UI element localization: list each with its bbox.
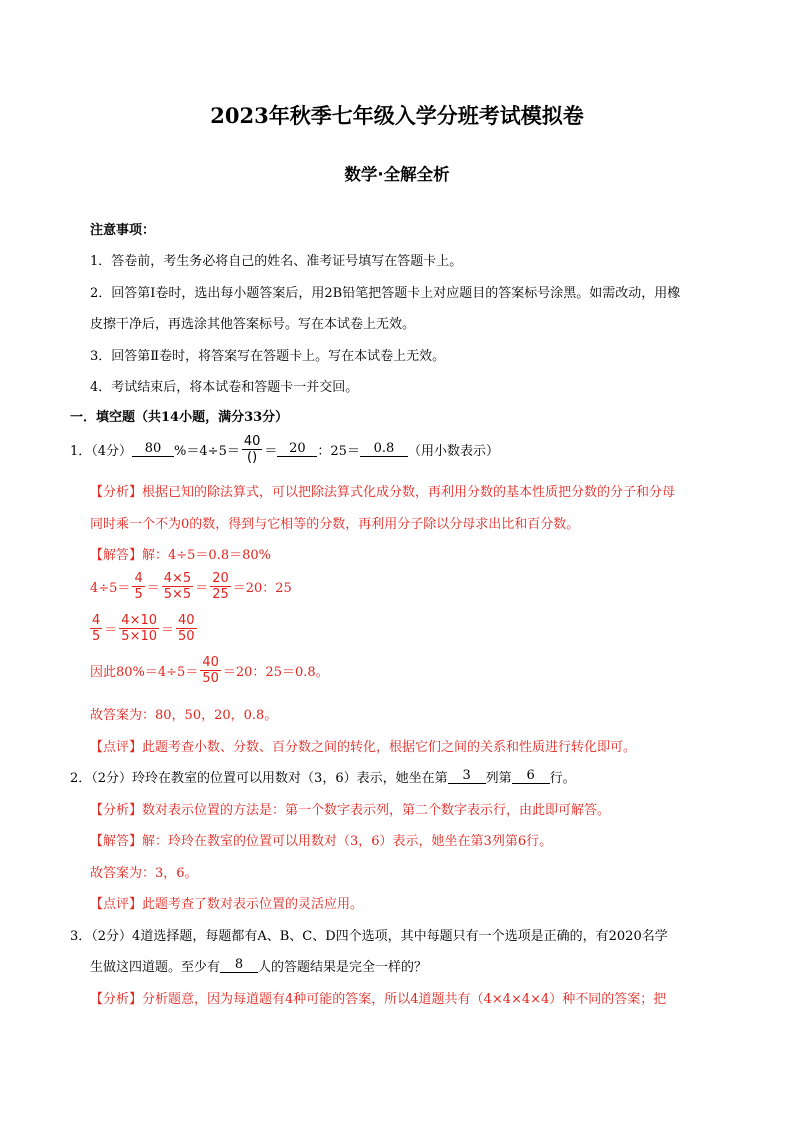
q3-text: 生做这四道题。至少有: [90, 960, 221, 975]
q3-text: 人的答题结果是完全一样的？: [258, 960, 428, 975]
fraction: [119, 613, 159, 644]
q1-analysis: 同时乘一个不为0的数，得到与它相等的分数，再利用分子除以分母求出比和百分数。: [90, 517, 580, 532]
notice-heading: 注意事项：: [90, 223, 156, 238]
q1-answer-blank: 0.8: [360, 442, 408, 457]
q2-text: 2．（2分）玲玲在教室的位置可以用数对（3，6）表示，她坐在第: [70, 771, 448, 786]
fraction: [132, 571, 144, 602]
fraction-numerator: 40: [243, 434, 261, 449]
fraction-denominator: 5×10: [121, 629, 158, 644]
question-2: [70, 767, 576, 786]
fraction-numerator: 40: [178, 613, 195, 628]
step-text: 因此80%＝4÷5＝: [90, 665, 199, 680]
page-subtitle: 数学·全解全析: [344, 165, 450, 184]
fraction-denominator: 5: [92, 629, 101, 644]
fraction-numerator: 20: [212, 571, 229, 586]
q1-text: %＝4÷5＝: [174, 444, 240, 459]
q1-text: ＝: [264, 444, 278, 459]
question-3: 3．（2分）4道选择题，每题都有A、B、C、D四个选项，其中每题只有一个选项是正确的，有2020名学: [70, 929, 668, 944]
q1-solution-step: [88, 613, 199, 644]
fraction-denominator: 5×5: [163, 587, 192, 602]
notice-item: 1．答卷前，考生务必将自己的姓名、准考证号填写在答题卡上。: [90, 254, 463, 269]
fraction: [176, 613, 197, 644]
step-text: ＝: [161, 623, 175, 638]
q2-text: 行。: [549, 771, 576, 786]
fraction: [162, 571, 193, 602]
q3-answer-blank: 8: [220, 958, 258, 973]
page-title: 2023年秋季七年级入学分班考试模拟卷: [210, 103, 584, 128]
q2-text: 列第: [485, 771, 512, 786]
notice-item: 皮擦干净后，再选涂其他答案标号。写在本试卷上无效。: [90, 317, 416, 332]
step-text: ＝20：25＝0.8。: [222, 665, 329, 680]
fraction-numerator: 4: [92, 613, 101, 628]
notice-item: 4．考试结束后，将本试卷和答题卡一并交回。: [90, 380, 359, 395]
q1-answer-blank: 80: [132, 442, 174, 457]
q1-answer: 故答案为：80，50，20，0.8。: [90, 708, 278, 723]
q2-analysis: 【分析】数对表示位置的方法是：第一个数字表示列，第二个数字表示行，由此即可解答。: [90, 803, 611, 818]
fraction-numerator: 4: [134, 571, 143, 586]
question-3-line2: [90, 956, 427, 975]
q1-prefix: 1．（4分）: [70, 444, 133, 459]
fraction: [210, 571, 231, 602]
q1-analysis: 【分析】根据已知的除法算式，可以把除法算式化成分数，再利用分数的基本性质把分数的分子和分母: [90, 485, 676, 500]
q2-solution: 【解答】解：玲玲在教室的位置可以用数对（3，6）表示，她坐在第3列第6行。: [90, 834, 553, 849]
q2-comment: 【点评】此题考查了数对表示位置的灵活应用。: [90, 897, 364, 912]
q2-answer-blank: 6: [512, 769, 550, 784]
step-text: ＝: [146, 581, 160, 596]
question-1: [70, 434, 499, 465]
fraction: [90, 613, 102, 644]
fraction-numerator: 4×5: [163, 571, 192, 586]
q1-solution-step: [90, 655, 329, 686]
fraction: [200, 655, 221, 686]
q1-fraction: [242, 434, 263, 465]
fraction-denominator: 50: [202, 671, 219, 686]
section-heading: 一．填空题（共14小题，满分33分）: [70, 410, 289, 425]
q1-answer-blank: 20: [277, 442, 317, 457]
step-text: ＝: [195, 581, 209, 596]
q1-solution-step: [90, 571, 292, 602]
fraction-numerator: 40: [202, 655, 219, 670]
q1-text: ：25＝: [317, 444, 360, 459]
fraction-denominator: 50: [178, 629, 195, 644]
q3-analysis: 【分析】分析题意，因为每道题有4种可能的答案，所以4道题共有（4×4×4×4）种不同的答案；把: [90, 992, 667, 1007]
step-text: ＝: [104, 623, 118, 638]
notice-item: 2．回答第Ⅰ卷时，选出每小题答案后，用2B铅笔把答题卡上对应题目的答案标号涂黑。如需改动，用橡: [90, 286, 681, 301]
notice-item: 3．回答第Ⅱ卷时，将答案写在答题卡上。写在本试卷上无效。: [90, 349, 446, 364]
fraction-numerator: 4×10: [121, 613, 158, 628]
fraction-denominator: 25: [212, 587, 229, 602]
q1-solution: 【解答】解：4÷5＝0.8＝80%: [90, 548, 272, 563]
q1-comment: 【点评】此题考查小数、分数、百分数之间的转化，根据它们之间的关系和性质进行转化即可。: [90, 740, 637, 755]
q2-answer: 故答案为：3，6。: [90, 866, 198, 881]
fraction-denominator: (): [247, 450, 258, 465]
q2-answer-blank: 3: [448, 769, 486, 784]
q1-text: （用小数表示）: [407, 444, 499, 459]
step-text: ＝20：25: [232, 581, 292, 596]
step-text: 4÷5＝: [90, 581, 131, 596]
fraction-denominator: 5: [134, 587, 143, 602]
